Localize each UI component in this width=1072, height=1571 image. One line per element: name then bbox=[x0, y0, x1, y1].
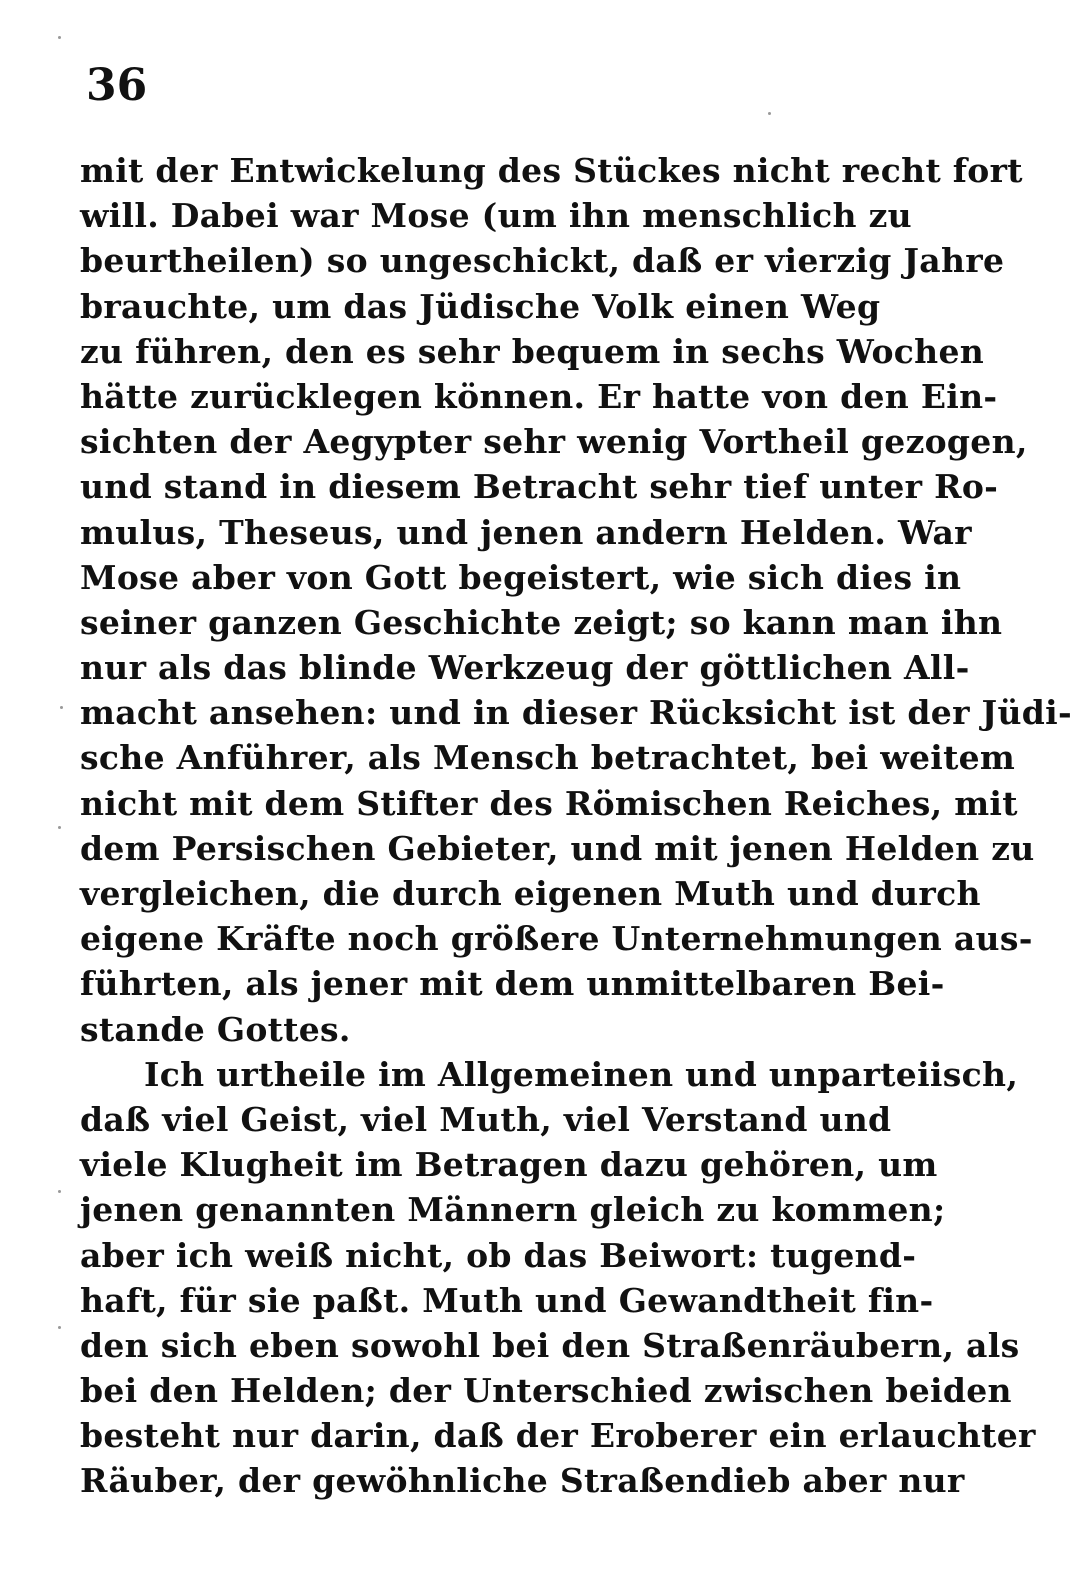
paper-speck bbox=[58, 1190, 61, 1193]
text-line: brauchte, um das Jüdische Volk einen Weg bbox=[80, 286, 881, 326]
text-line: nicht mit dem Stifter des Römischen Reiches, mit bbox=[80, 783, 1018, 823]
text-line: Räuber, der gewöhnliche Straßendieb aber nur bbox=[80, 1461, 965, 1501]
paragraph-2 bbox=[80, 1052, 1036, 1504]
text-line: Ich urtheile im Allgemeinen und unparteiisch, bbox=[144, 1054, 1019, 1094]
paper-speck bbox=[58, 36, 61, 39]
paragraph-1 bbox=[80, 148, 1072, 1052]
text-line: Mose aber von Gott begeistert, wie sich dies in bbox=[80, 557, 962, 597]
text-line: zu führen, den es sehr bequem in sechs Wochen bbox=[80, 331, 985, 371]
paper-speck bbox=[768, 112, 771, 115]
text-line: und stand in diesem Betracht sehr tief unter Ro- bbox=[80, 467, 999, 507]
text-line: stande Gottes. bbox=[80, 1009, 351, 1049]
text-line: dem Persischen Gebieter, und mit jenen Helden zu bbox=[80, 828, 1035, 868]
text-line: aber ich weiß nicht, ob das Beiwort: tugend- bbox=[80, 1235, 917, 1275]
text-line: daß viel Geist, viel Muth, viel Verstand und bbox=[80, 1099, 892, 1139]
paper-speck bbox=[58, 1326, 61, 1329]
text-line: jenen genannten Männern gleich zu kommen; bbox=[80, 1190, 946, 1230]
text-line: sche Anführer, als Mensch betrachtet, bei weitem bbox=[80, 738, 1016, 778]
text-line: will. Dabei war Mose (um ihn menschlich zu bbox=[80, 196, 912, 236]
paper-speck bbox=[60, 706, 63, 709]
text-line: besteht nur darin, daß der Eroberer ein erlauchter bbox=[80, 1416, 1036, 1456]
text-line: macht ansehen: und in dieser Rücksicht ist der Jüdi- bbox=[80, 693, 1072, 733]
text-line: seiner ganzen Geschichte zeigt; so kann man ihn bbox=[80, 602, 1003, 642]
page-number: 36 bbox=[86, 60, 148, 111]
text-line: hätte zurücklegen können. Er hatte von den Ein- bbox=[80, 376, 998, 416]
text-line: führten, als jener mit dem unmittelbaren Bei- bbox=[80, 964, 945, 1004]
paper-speck bbox=[58, 826, 61, 829]
text-line: sichten der Aegypter sehr wenig Vortheil gezogen, bbox=[80, 422, 1028, 462]
text-line: beurtheilen) so ungeschickt, daß er vierzig Jahre bbox=[80, 241, 1005, 281]
text-line: haft, für sie paßt. Muth und Gewandtheit fin- bbox=[80, 1280, 934, 1320]
text-line: vergleichen, die durch eigenen Muth und durch bbox=[80, 874, 981, 913]
text-line: den sich eben sowohl bei den Straßenräubern, als bbox=[80, 1325, 1020, 1365]
body-text bbox=[80, 148, 1072, 1504]
text-line: eigene Kräfte noch größere Unternehmungen aus- bbox=[80, 919, 1033, 959]
text-line: viele Klugheit im Betragen dazu gehören, um bbox=[80, 1145, 938, 1185]
text-line: bei den Helden; der Unterschied zwischen beiden bbox=[80, 1371, 1012, 1411]
text-line: mulus, Theseus, und jenen andern Helden. War bbox=[80, 512, 972, 552]
text-line: mit der Entwickelung des Stückes nicht recht fort bbox=[80, 151, 1023, 190]
text-line: nur als das blinde Werkzeug der göttlichen All- bbox=[80, 648, 970, 688]
